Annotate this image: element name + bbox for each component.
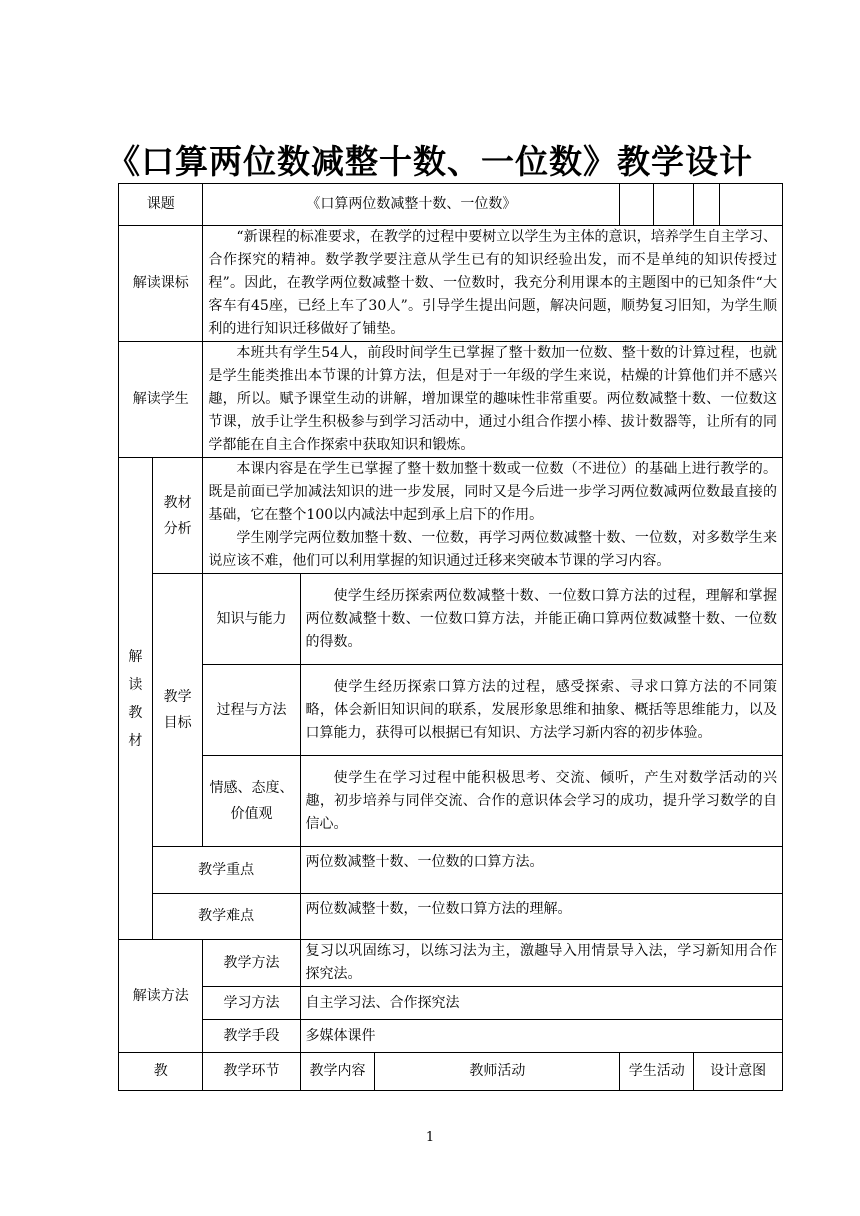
- method-row: [119, 1020, 783, 1053]
- analysis-label: 教材分析: [152, 458, 203, 574]
- difficulty-label: 教学难点: [152, 894, 300, 940]
- students-text: 本班共有学生54人，前段时间学生已掌握了整十数加一位数、整十数的计算过程，也就是学生能类推出本节课的计算方法，但是对于一年级的学生来说，枯燥的计算他们并不感兴趣，所以。赋予课堂生动的讲解，增加课堂的趣味性非常重要。两位数减整十数、一位数这节课，放手让学生积极参与到学习活动中，通过小组合作摆小棒、拔计数器等，让所有的同学都能在自主合作探索中获取知识和锻炼。: [203, 342, 783, 458]
- key-point-text: 两位数减整十数、一位数的口算方法。: [300, 847, 782, 894]
- curriculum-row: [119, 226, 783, 342]
- methods-label: 解读方法: [119, 940, 203, 1053]
- goal-text: 使学生经历探索两位数减整十数、一位数口算方法的过程，理解和掌握两位数减整十数、一位数口算方法，并能正确口算两位数减整十数、一位数的得数。: [300, 574, 782, 665]
- header-cell: 设计意图: [694, 1053, 783, 1091]
- method-label: 教学手段: [203, 1020, 300, 1053]
- method-text: 自主学习法、合作探究法: [300, 987, 782, 1020]
- header-cell: 教: [119, 1053, 203, 1091]
- header-cell: 学生活动: [620, 1053, 694, 1091]
- goal-row: [119, 574, 783, 665]
- topic-row: [119, 184, 783, 226]
- goals-label: 教学目标: [152, 574, 203, 847]
- method-row: [119, 940, 783, 987]
- goal-label-line-1: 情感、态度、: [209, 780, 294, 796]
- difficulty-text: 两位数减整十数，一位数口算方法的理解。: [300, 894, 782, 940]
- goal-label: 知识与能力: [203, 574, 300, 665]
- textbook-label: 解读教材: [119, 458, 153, 940]
- method-row: [119, 987, 783, 1020]
- blank-cell: [620, 184, 654, 226]
- blank-cell: [654, 184, 694, 226]
- page-title: 《口算两位数减整十数、一位数》教学设计: [107, 142, 753, 181]
- goal-text: 使学生在学习过程中能积极思考、交流、倾听，产生对数学活动的兴趣，初步培养与同伴交流、合作的意识体会学习的成功，提升学习数学的自信心。: [300, 756, 782, 847]
- students-label: 解读学生: [119, 342, 203, 458]
- curriculum-text: “新课程的标准要求，在教学的过程中要树立以学生为主体的意识，培养学生自主学习、合作探究的精神。数学教学要注意从学生已有的知识经验出发，而不是单纯的知识传授过程”。因此，在教学两位数减整十数、一位数时，我充分利用课本的主题图中的已知条件“大客车有45座，已经上车了30人”。引导学生提出问题，解决问题，顺势复习旧知，为学生顺利的进行知识迁移做好了铺垫。: [203, 226, 783, 342]
- students-row: [119, 342, 783, 458]
- topic-value: 《口算两位数减整十数、一位数》: [203, 184, 620, 226]
- method-text: 多媒体课件: [300, 1020, 782, 1053]
- lesson-plan-table: [118, 183, 783, 1091]
- key-point-row: [119, 847, 783, 894]
- method-label: 学习方法: [203, 987, 300, 1020]
- method-label: 教学方法: [203, 940, 300, 987]
- topic-label: 课题: [119, 184, 203, 226]
- analysis-paragraph-2: 学生刚学完两位数加整十数、一位数，再学习两位数减整十数、一位数，对多数学生来说应该不难，他们可以利用掌握的知识通过迁移来突破本节课的学习内容。: [208, 530, 777, 569]
- page-number: 1: [425, 1130, 435, 1145]
- blank-cell: [694, 184, 719, 226]
- header-cell: 教学内容: [300, 1053, 375, 1091]
- blank-cell: [719, 184, 782, 226]
- method-text: 复习以巩固练习，以练习法为主，激趣导入用情景导入法，学习新知用合作探究法。: [300, 940, 782, 987]
- process-header-row: [119, 1053, 783, 1091]
- curriculum-label: 解读课标: [119, 226, 203, 342]
- analysis-paragraph-1: 本课内容是在学生已掌握了整十数加整十数或一位数（不进位）的基础上进行教学的。既是前面已学加减法知识的进一步发展，同时又是今后进一步学习两位数减两位数最直接的基础，它在整个100以内减法中起到承上启下的作用。: [208, 461, 777, 523]
- header-cell: 教学环节: [203, 1053, 300, 1091]
- goal-label: 过程与方法: [203, 665, 300, 756]
- goal-row: [119, 665, 783, 756]
- key-point-label: 教学重点: [152, 847, 300, 894]
- goal-label-line-2: 价值观: [230, 806, 273, 822]
- analysis-text: [203, 458, 783, 574]
- goal-label: [203, 756, 300, 847]
- textbook-analysis-row: [119, 458, 783, 574]
- header-cell: 教师活动: [375, 1053, 620, 1091]
- difficulty-row: [119, 894, 783, 940]
- goal-text: 使学生经历探索口算方法的过程，感受探索、寻求口算方法的不同策略，体会新旧知识间的联系，发展形象思维和抽象、概括等思维能力，以及口算能力，获得可以根据已有知识、方法学习新内容的初步体验。: [300, 665, 782, 756]
- goal-row: [119, 756, 783, 847]
